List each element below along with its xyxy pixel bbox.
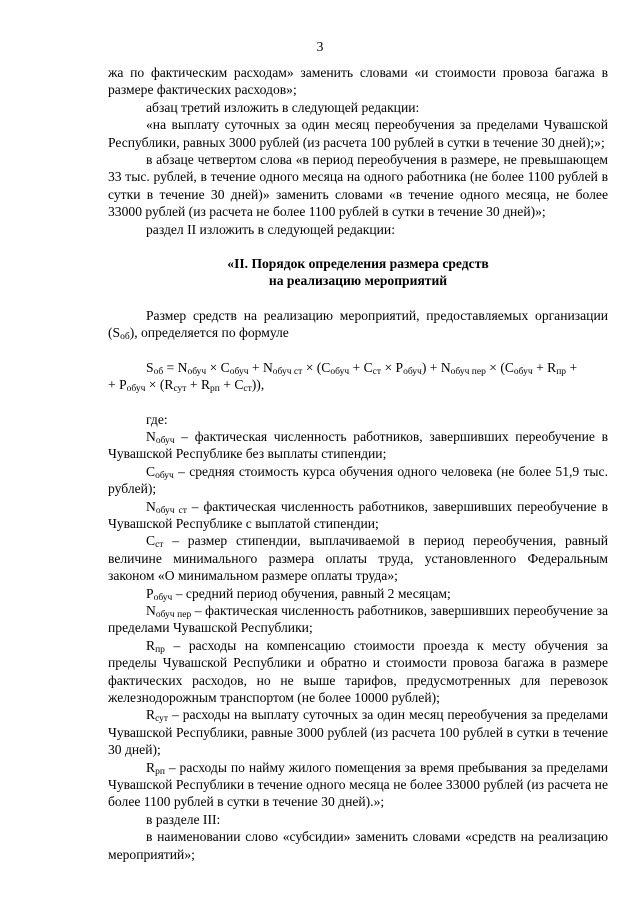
definition: $N_{обуч пер}$ – фактическая численность работников, завершивших переобучение за пределами Чувашской Республики;: [108, 602, 608, 636]
document-body: [108, 64, 608, 863]
paragraph: в наименовании слово «субсидии» заменить словами «средств на реализацию мероприятий»;: [108, 829, 608, 862]
paragraph: абзац третий изложить в следующей редакции:: [146, 99, 420, 115]
paragraph: «на выплату суточных за один месяц переобучения за пределами Чувашской Республики, равных 3000 рублей (из расчета 100 рублей в сутки в течение 30 дней);»;: [108, 117, 608, 150]
definition: $N_{обуч}$ – фактическая численность работников, завершивших переобучение в Чувашской Республике без выплаты стипендии;: [108, 428, 608, 462]
section-title: [108, 255, 608, 290]
formula: $S_{об} = N_{обуч} \times С_{обуч} + N_{обуч ст} \times (С_{обуч} + С_{ст} \times P_{обуч}) + N_{обуч пер} \times (С_{обуч} + R_{пр}$ +: [146, 359, 578, 377]
paragraph: раздел II изложить в следующей редакции:: [146, 221, 395, 237]
definition: $N_{обуч ст}$ – фактическая численность работников, завершивших переобучение в Чувашской Республике с выплатой стипендии;: [108, 498, 608, 531]
paragraph: где:: [146, 411, 168, 427]
definition: $R_{пр}$ – расходы на компенсацию стоимости проезда к месту обучения за пределы Чувашской Республики и обратно и стоимости провоза багажа в размере фактических расходов, но не выше тарифов, предусмотренных для перевозок железнодорожным транспортом (не более 10000 рублей);: [108, 637, 608, 705]
definition: $R_{сут}$ – расходы на выплату суточных за один месяц переобучения за пределами Чувашской Республики, равные 3000 рублей (из расчета 100 рублей в сутки в течение 30 дней);: [108, 707, 608, 758]
paragraph: Размер средств на реализацию мероприятий, предоставляемых организации $(S_{об})$, определяется по формуле: [108, 307, 608, 343]
definition: $С_{ст}$ – размер стипендии, выплачиваемой в период переобучения, равный величине минимального размера оплаты труда, установленного Федеральным законом «О минимальном размере оплаты труда»;: [108, 533, 608, 584]
paragraph: в абзаце четвертом слова «в период переобучения в размере, не превышающем 33 тыс. рублей, в течение одного месяца на одного работника (не более 1100 рублей в сутки в течение 30 дней)» заменить словами «в течение одного месяца, не более 33000 рублей (из расчета не более 1100 рублей в сутки в течение 30 дней)»;: [108, 152, 608, 220]
formula: + $P_{обуч} \times (R_{сут} + R_{рп} + С_{ст})$),: [108, 377, 265, 395]
definition: $С_{обуч}$ – средняя стоимость курса обучения одного человека (не более 51,9 тыс. рублей);: [108, 463, 608, 497]
paragraph: в разделе III:: [146, 811, 221, 827]
definition: $P_{обуч}$ – средний период обучения, равный 2 месяцам;: [146, 585, 451, 603]
section-title-line: «II. Порядок определения размера средств: [227, 256, 489, 272]
definition: $R_{рп}$ – расходы по найму жилого помещения за время пребывания за пределами Чувашской Республики в течение одного месяца не более 33000 рублей (из расчета не более 1100 рублей в сутки в течение 30 дней).»;: [108, 759, 608, 810]
section-title-line: на реализацию мероприятий: [268, 273, 448, 289]
paragraph: жа по фактическим расходам» заменить словами «и стоимости провоза багажа в размере фактических расходов»;: [108, 65, 608, 98]
page-number: 3: [316, 39, 324, 54]
